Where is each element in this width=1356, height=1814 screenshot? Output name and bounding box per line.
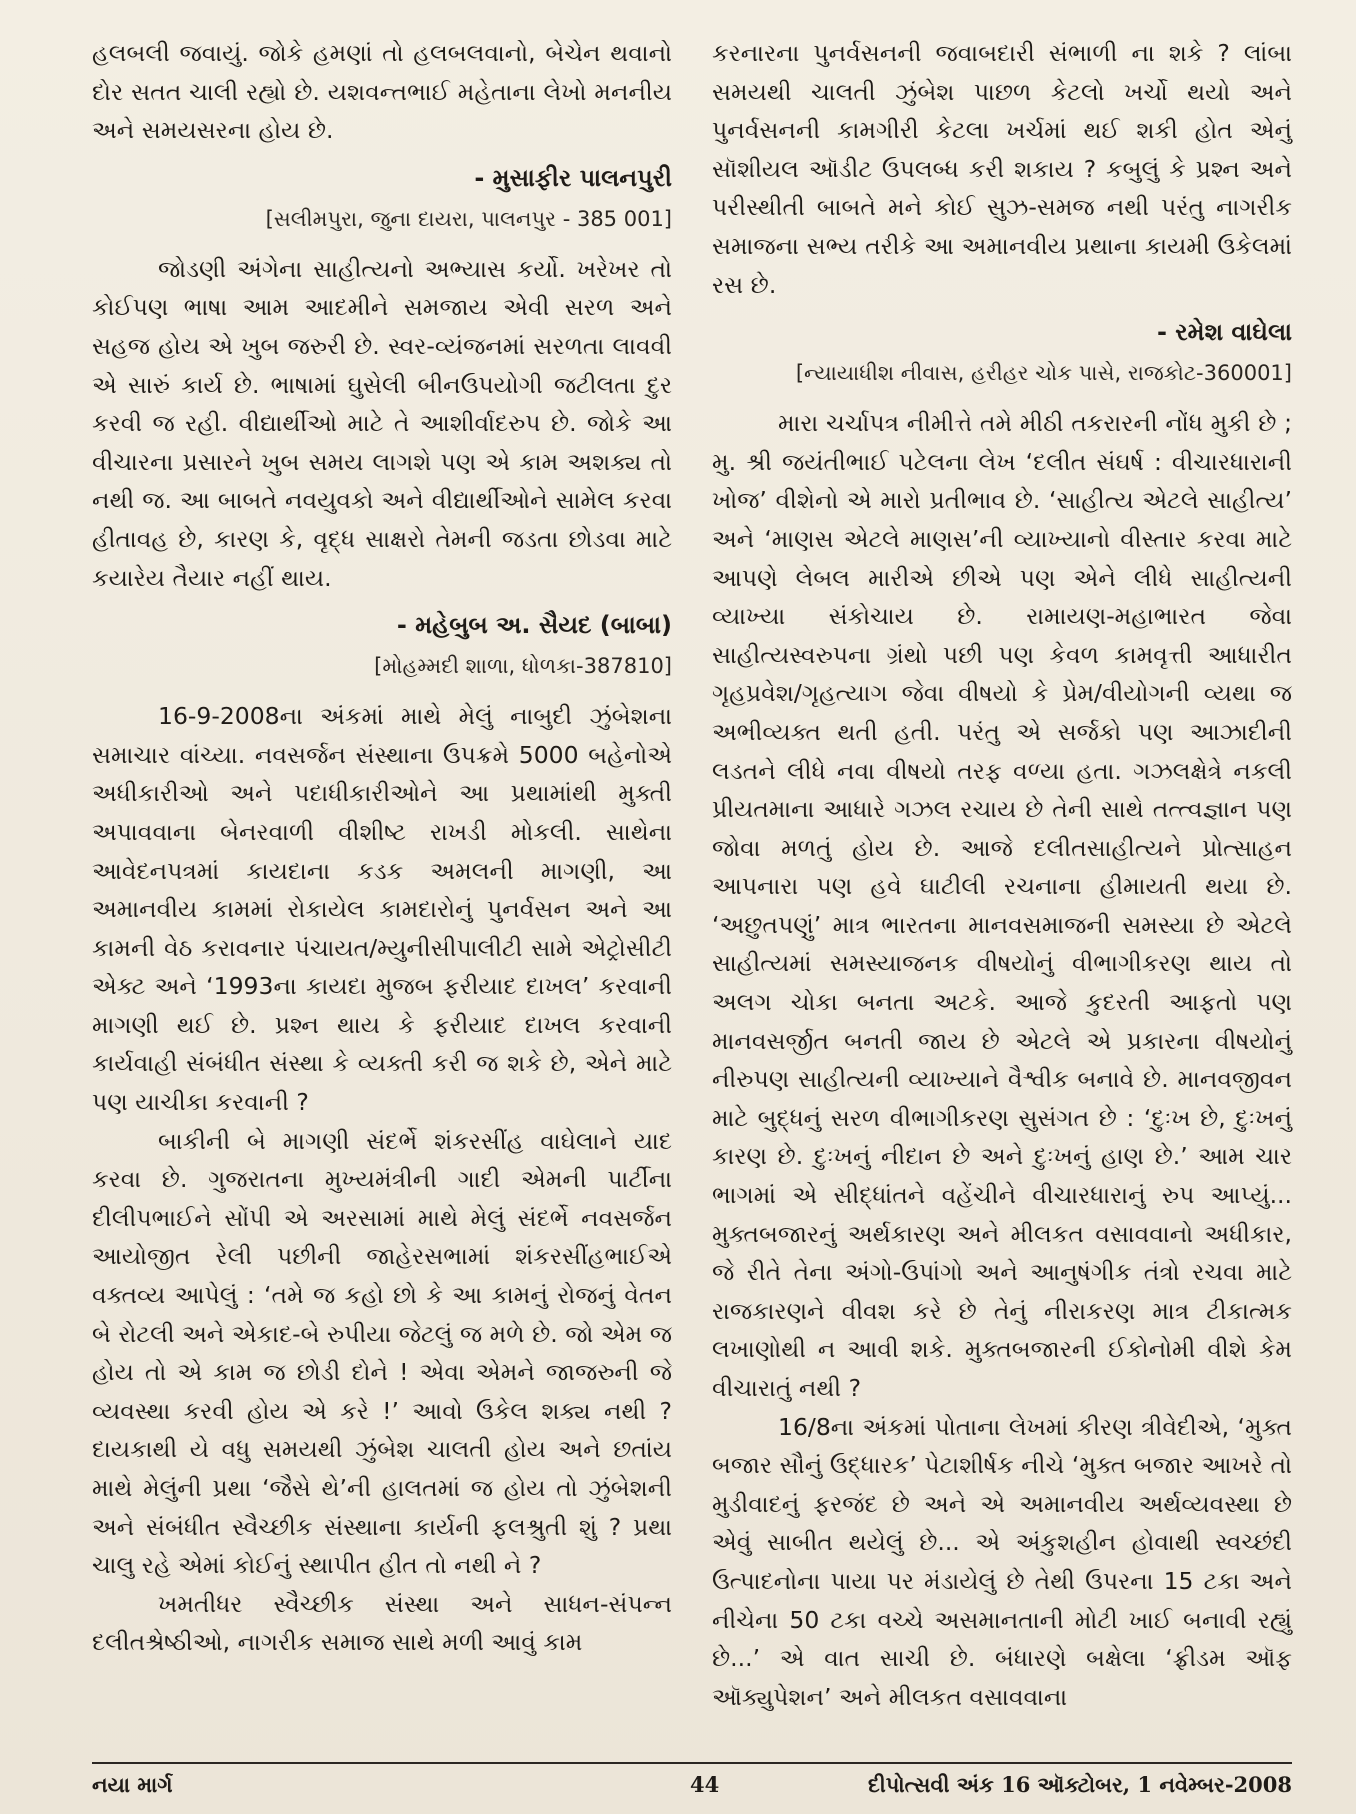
footer-page-number: 44 — [690, 1772, 720, 1797]
letter3-address: [ન્યાયાધીશ નીવાસ, હરીહર ચોક પાસે, રાજકોટ-360001] — [795, 361, 1292, 386]
letter3-paragraph-3: ખમતીધર સ્વૈચ્છીક સંસ્થા અને સાધન-સંપન્ન દલીતશ્રેષ્ઠીઓ, નાગરીક સમાજ સાથે મળી આવું કામ — [92, 1589, 672, 1657]
footer-issue-date: દીપોત્સવી અંક 16 ઑક્ટોબર, 1 નવેમ્બર-2008 — [868, 1772, 1292, 1797]
letter1-signature: - મુસાફીર પાલનપુરી — [474, 163, 672, 192]
letter4-paragraph-1: મારા ચર્ચાપત્ર નીમીત્તે તમે મીઠી તકરારની નોંધ મુકી છે ; મુ. શ્રી જયંતીભાઈ પટેલના લેખ ‘દલીત સંઘર્ષ : વીચારધારાની ખોજ’ વીશેનો એ મારો પ્રતીભાવ છે. ‘સાહીત્ય એટલે સાહીત્ય’ અને ‘માણસ એટલે માણસ’ની વ્યાખ્યાનો વીસ્તાર કરવા માટે આપણે લેબલ મારીએ છીએ પણ એને લીધે સાહીત્યની વ્યાખ્યા સંકોચાય છે. રામાયણ-મહાભારત જેવા સાહીત્યસ્વરુપના ગ્રંથો પછી પણ કેવળ કામવૃત્તી આધારીત ગૃહપ્રવેશ/ગૃહત્યાગ જેવા વીષયો કે પ્રેમ/વીયોગની વ્યથા જ અભીવ્યક્ત થતી હતી. પરંતુ એ સર્જકો પણ આઝાદીની લડતને લીધે નવા વીષયો તરફ વળ્યા હતા. ગઝલક્ષેત્રે નકલી પ્રીયતમાના આધારે ગઝલ રચાય છે તેની સાથે તત્ત્વજ્ઞાન પણ જોવા મળતું હોય છે. આજે દલીતસાહીત્યને પ્રોત્સાહન આપનારા પણ હવે ઘાટીલી રચનાના હીમાયતી થયા છે. ‘અછુતપણું’ માત્ર ભારતના માનવસમાજની સમસ્યા છે એટલે સાહીત્યમાં સમસ્યાજનક વીષયોનું વીભાગીકરણ થાય તો અલગ ચોકા બનતા અટકે. આજે કુદરતી આફતો પણ માનવસર્જીત બનતી જાય છે એટલે એ પ્રકારના વીષયોનું નીરુપણ સાહીત્યની વ્યાખ્યાને વૈશ્વીક બનાવે છે. માનવજીવન માટે બુદ્ધનું સરળ વીભાગીકરણ સુસંગત છે : ‘દુઃખ છે, દુઃખનું કારણ છે. દુઃખનું નીદાન છે અને દુઃખનું હાણ છે.’ આમ ચાર ભાગમાં એ સીદ્ધાંતને વહેંચીને વીચારધારાનું રુપ આપ્યું... મુક્તબજારનું અર્થકારણ અને મીલકત વસાવવાનો અધીકાર, જે રીતે તેના અંગો-ઉપાંગો અને આનુષંગીક તંત્રો રચવા માટે રાજકારણને વીવશ કરે છે તેનું નીરાકરણ માત્ર ટીકાત્મક લખાણોથી ન આવી શકે. મુક્તબજારની ઈકોનોમી વીશે કેમ વીચારાતું નથી ? — [712, 409, 1292, 1402]
footer-magazine-name: નયા માર્ગ — [92, 1772, 173, 1797]
letter3-paragraph-1: 16-9-2008ના અંકમાં માથે મેલું નાબુદી ઝુંબેશના સમાચાર વાંચ્યા. નવસર્જન સંસ્થાના ઉપક્રમે 5000 બહેનોએ અધીકારીઓ અને પદાધીકારીઓને આ પ્રથામાંથી મુક્તી અપાવવાના બેનરવાળી વીશીષ્ટ રાખડી મોકલી. સાથેના આવેદનપત્રમાં કાયદાના કડક અમલની માગણી, આ અમાનવીય કામમાં રોકાયેલ કામદારોનું પુનર્વસન અને આ કામની વેઠ કરાવનાર પંચાયત/મ્યુનીસીપાલીટી સામે એટ્રોસીટી એક્ટ અને ‘1993ના કાયદા મુજબ ફરીયાદ દાખલ’ કરવાની માગણી થઈ છે. પ્રશ્ન થાય કે ફરીયાદ દાખલ કરવાની કાર્યવાહી સંબંધીત સંસ્થા કે વ્યક્તી કરી જ શકે છે, એને માટે પણ યાચીકા કરવાની ? — [92, 702, 672, 1117]
letter1-text: હલબલી જવાયું. જોકે હમણાં તો હલબલવાનો, બેચેન થવાનો દોર સતત ચાલી રહ્યો છે. યશવન્તભાઈ મહેતાના લેખો મનનીય અને સમયસરના હોય છે. — [92, 39, 672, 145]
letter2-signature: - મહેબુબ અ. સૈયદ (બાબા) — [396, 611, 672, 640]
footer-divider — [92, 1762, 1292, 1764]
letter3-paragraph-2: બાકીની બે માગણી સંદર્ભે શંકરસીંહ વાઘેલાને યાદ કરવા છે. ગુજરાતના મુખ્યમંત્રીની ગાદી એમની પાર્ટીના દીલીપભાઈને સોંપી એ અરસામાં માથે મેલું સંદર્ભે નવસર્જન આયોજીત રેલી પછીની જાહેરસભામાં શંકરસીંહભાઈએ વક્તવ્ય આપેલું : ‘તમે જ કહો છો કે આ કામનું રોજનું વેતન બે રોટલી અને એકાદ-બે રુપીયા જેટલું જ મળે છે. જો એમ જ હોય તો એ કામ જ છોડી દોને ! એવા એમને જાજરુની જે વ્યવસ્થા કરવી હોય એ કરે !’ આવો ઉકેલ શક્ય નથી ? દાયકાથી યે વધુ સમયથી ઝુંબેશ ચાલતી હોય અને છતાંય માથે મેલુંની પ્રથા ‘જૈસે થે’ની હાલતમાં જ હોય તો ઝુંબેશની અને સંબંધીત સ્વૈચ્છીક સંસ્થાના કાર્યની ફલશ્રુતી શું ? પ્રથા ચાલુ રહે એમાં કોઈનું સ્થાપીત હીત તો નથી ને ? — [92, 1126, 672, 1580]
right-column — [712, 34, 1292, 1716]
letter3-continued: કરનારના પુનર્વસનની જવાબદારી સંભાળી ના શકે ? લાંબા સમયથી ચાલતી ઝુંબેશ પાછળ કેટલો ખર્ચો થયો અને પુનર્વસનની કામગીરી કેટલા ખર્ચમાં થઈ શકી હોત એનું સૉશીયલ ઑડીટ ઉપલબ્ધ કરી શકાય ? કબુલું કે પ્રશ્ન અને પરીસ્થીતી બાબતે મને કોઈ સુઝ-સમજ નથી પરંતુ નાગરીક સમાજના સભ્ય તરીકે આ અમાનવીય પ્રથાના કાયમી ઉકેલમાં રસ છે. — [712, 39, 1292, 299]
page-footer — [92, 1768, 1292, 1802]
letter2-text: જોડણી અંગેના સાહીત્યનો અભ્યાસ કર્યો. ખરેખર તો કોઈપણ ભાષા આમ આદમીને સમજાય એવી સરળ અને સહજ હોય એ ખુબ જરુરી છે. સ્વર-વ્યંજનમાં સરળતા લાવવી એ સારું કાર્ય છે. ભાષામાં ઘુસેલી બીનઉપયોગી જટીલતા દુર કરવી જ રહી. વીદ્યાર્થીઓ માટે તે આશીર્વાદરુપ છે. જોકે આ વીચારના પ્રસારને ખુબ સમય લાગશે પણ એ કામ અશક્ય તો નથી જ. આ બાબતે નવયુવકો અને વીદ્યાર્થીઓને સામેલ કરવા હીતાવહ છે, કારણ કે, વૃદ્ધ સાક્ષરો તેમની જડતા છોડવા માટે કયારેય તૈયાર નહીં થાય. — [92, 254, 672, 592]
letter4-paragraph-2: 16/8ના અંકમાં પોતાના લેખમાં કીરણ ત્રીવેદીએ, ‘મુક્ત બજાર સૌનું ઉદ્ધારક’ પેટાશીર્ષક નીચે ‘મુક્ત બજાર આખરે તો મુડીવાદનું ફરજંદ છે અને એ અમાનવીય અર્થવ્યવસ્થા છે એવું સાબીત થયેલું છે... એ અંકુશહીન હોવાથી સ્વચ્છંદી ઉત્પાદનોના પાયા પર મંડાયેલું છે તેથી ઉપરના 15 ટકા અને નીચેના 50 ટકા વચ્ચે અસમાનતાની મોટી ખાઈ બનાવી રહ્યું છે...’ એ વાત સાચી છે. બંધારણે બક્ષેલા ‘ફ્રીડમ ઑફ ઑક્યુપેશન’ અને મીલકત વસાવવાના — [712, 1412, 1292, 1711]
left-column — [92, 34, 672, 1662]
letter3-signature: - રમેશ વાઘેલા — [1156, 318, 1292, 347]
letter1-address: [સલીમપુરા, જુના દાયરા, પાલનપુર - 385 001] — [265, 206, 672, 231]
letter2-address: [મોહમ્મદી શાળા, ધોળકા-387810] — [374, 654, 672, 679]
